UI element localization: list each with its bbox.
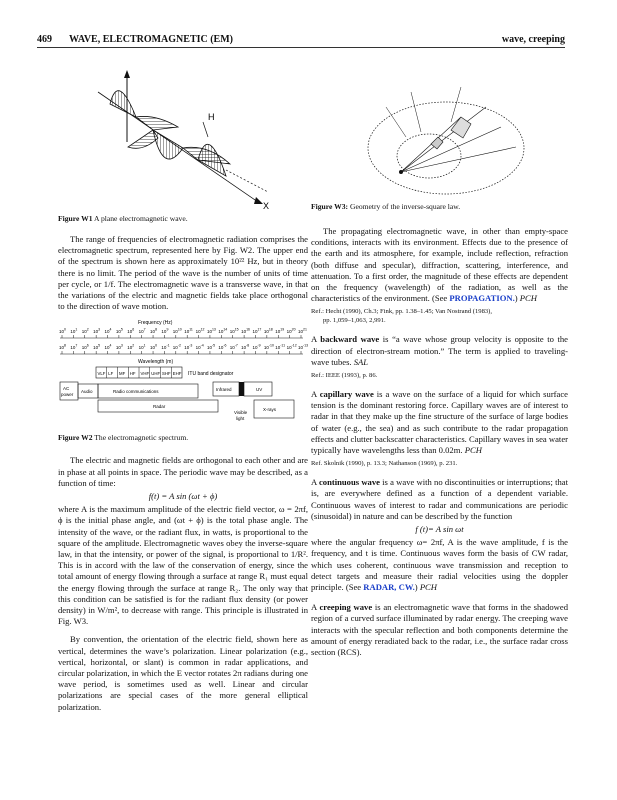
ac-power-label-2: power [61,392,74,398]
wavelength-tick-label: $10^7$ [70,343,78,351]
band-label: MF [119,371,126,377]
entry-capillary-wave: A capillary wave is a wave on the surface of a liquid for which surface tension is the dominant restoring force. Capillary waves are of interest to radar in that they make up the fine structure of the surface of large bodies of water (e.g., the sea) and as such contribute to the radar propagation effects and clutter backscatter characteristics. Capillary waves in sea water typically have wavelengths less than 0.02m. PCH [311,389,568,456]
visible-label-1: Visible [234,410,248,416]
caption-label: Figure W1 [58,214,93,223]
frequency-tick-label: $10^{10}$ [172,327,182,335]
paragraph: The electric and magnetic fields are orthogonal to each other and are in phase at all points in space. The periodic wave may be described, as a function of time: [58,455,308,488]
audio-label: Audio [81,389,93,395]
frequency-tick-label: $10^{12}$ [195,327,205,335]
frequency-tick-label: $10^0$ [59,327,66,335]
paragraph: By convention, the orientation of the electric field, shown here as vertical, determines the wave’s polarization. Linear polarization (e.g., vertical, horizontal, or slant) is common in radar applications, and circular polarization, in which the E vector rotates 2π radians during one wave period, is sometimes used as well. Linear and circular polarizations are special cases of the more general elliptical polarization. [58,634,308,712]
wavelength-tick-label: $10^{-5}$ [206,343,216,351]
wavelength-tick-label: $10^{-9}$ [252,343,261,351]
h-field-lobe [128,130,158,148]
term: creeping wave [319,602,373,613]
figure-w2-caption [58,433,308,443]
frequency-title: Frequency (Hz) [138,320,173,327]
entry-backward-wave: A backward wave is “a wave whose group velocity is opposite to the direction of electron-stream motion.” The term is applied to traveling-wave tubes. SAL [311,334,568,367]
frequency-tick-label: $10^6$ [127,327,135,335]
wavelength-tick-label: $10^3$ [115,343,123,351]
wavelength-tick-label: $10^{-12}$ [286,343,297,351]
caption-text: Geometry of the inverse-square law. [349,202,461,211]
radio-comm-label: Radio communications [113,389,159,395]
itu-label: ITU band designator [188,371,234,378]
wavelength-tick-label: $10^{-13}$ [298,343,308,351]
term: continuous wave [318,477,380,488]
band-label: VLF [97,371,106,377]
frequency-tick-label: $10^2$ [81,327,89,335]
frequency-tick-label: $10^{13}$ [206,327,216,335]
figure-w3-illustration [311,52,568,200]
frequency-tick-label: $10^8$ [150,327,158,335]
propagation-link[interactable]: PROPAGATION. [449,293,515,304]
frequency-tick-label: $10^3$ [93,327,101,335]
xrays-label: X-rays [263,407,277,413]
visible-band [239,382,244,396]
equation: f(t) = A sin (ωt + ϕ) [148,491,218,502]
radar-label: Radar [153,404,166,410]
figure-w2 [58,318,308,433]
frequency-tick-label: $10^9$ [161,327,169,335]
figure-w3-caption [311,202,568,212]
band-label: HF [129,371,136,377]
wavelength-tick-label: $10^{-7}$ [229,343,238,351]
visible-label-2: light [236,416,245,422]
frequency-tick-label: $10^{14}$ [218,327,228,335]
reference: Ref.: Hecht (1990), Ch.3; Fink, pp. 1.38–1.45; Van Nostrand (1983), pp. 1,059–1,063, 2,991. [311,308,493,325]
entry-creeping-wave: A creeping wave is an electromagnetic wave that forms in the shadowed region of a curved surface illuminated by radar energy. The creeping wave interacts with the specular reflection and both components determine the amount of energy reradiated back to the radar, i.e., the surface radar cross section (RCS). [311,602,569,658]
caption-text: A plane electromagnetic wave. [94,214,188,223]
band-label: VHF [140,371,150,377]
infrared-label: Infrared [216,387,232,393]
wavelength-tick-label: $10^4$ [104,343,112,351]
reference: Ref. Skolnik (1990), p. 13.3; Nathanson (1969), p. 231. [311,460,458,468]
running-title: WAVE, ELECTROMAGNETIC (EM) [69,34,233,45]
figure-w1-illustration [58,52,308,210]
paragraph: The propagating electromagnetic wave, in other than empty-space conditions, interacts with its environment. Effects due to the presence of the earth and its atmosphere, for example, include reflection, refraction (both diffuse and specular), diffraction, scattering, interference, and attenuation. To a first order, the magnitude of these effects are dependent on the frequency (wavelength) of the radiation, as well as the characteristics of the environment. (See PROPAGATION.) PCH [311,226,568,304]
frequency-tick-label: $10^{21}$ [298,327,307,335]
wavelength-tick-label: $10^{-8}$ [241,343,250,351]
band-label: EHF [172,371,182,377]
wavelength-tick-label: $10^{-3}$ [184,343,193,351]
frequency-tick-label: $10^{19}$ [275,327,285,335]
radar-cw-link[interactable]: RADAR, CW. [363,582,415,593]
wavelength-tick-label: $10^8$ [59,343,66,351]
wavelength-tick-label: $10^6$ [81,343,89,351]
author-initials: PCH [519,293,537,304]
header-rule [37,47,565,48]
frequency-tick-label: $10^{18}$ [263,327,273,335]
left-column [58,52,308,713]
equation: f (t)= A sin ωt [415,524,464,535]
reference: Ref.: IEEE (1993), p. 86. [311,372,378,380]
term: backward wave [320,334,380,345]
band-label: UHF [151,371,161,377]
caption-label: Figure W3: [311,202,349,211]
label-h: H [208,112,215,122]
paragraph: where A is the maximum amplitude of the electric field vector, ω = 2πf, ϕ is the initial phase angle, and (ωt + ϕ) is the total phase angle. The intensity of the wave, or the radiant flux, in watts, is proportional to the square of the amplitude. Electromagnetic waves obey the inverse-square law, in that the intensity, or power of the signal, is proportional to 1/R². This is in accord with the law of the conservation of energy, since the total amount of energy flowing through a surface at range R₁ must equal the energy flowing through the surface at range R₂. The only way that this condition can be satisfied is for the radiant flux density (or power density) in W/m², to decrease with range. This principle is illustrated in Fig. W3. [58,504,308,627]
frequency-tick-label: $10^{20}$ [286,327,296,335]
entry-continuous-wave: A continuous wave is a wave with no discontinuities or interruptions; that is, are everywhere defined as a function of a dependent variable. Continuous waves of interest to radar and communications are periodic (sinusoidal) in nature and can be described by the function [311,477,569,521]
wavelength-tick-label: $10^{-11}$ [275,343,286,351]
label-x: X [263,201,270,210]
ac-power-box [60,382,78,400]
wavelength-tick-label: $10^2$ [127,343,135,351]
right-column [311,52,568,658]
figure-w3 [311,52,568,200]
frequency-tick-label: $10^{17}$ [252,327,262,335]
wavelength-tick-label: $10^{-6}$ [218,343,227,351]
frequency-tick-label: $10^7$ [138,327,146,335]
wavelength-tick-label: $10^0$ [150,343,158,351]
term: capillary wave [319,389,374,400]
wavelength-tick-label: $10^{-4}$ [195,343,204,351]
wavelength-tick-label: $10^{-10}$ [263,343,274,351]
frequency-tick-label: $10^1$ [70,327,78,335]
figure-w1 [58,52,308,212]
wavelength-title: Wavelength (m) [138,359,174,366]
itu-bands [96,367,234,378]
page-number: 469 [37,34,52,45]
uv-label: UV [256,387,263,393]
running-right-title: wave, creeping [501,34,565,45]
frequency-tick-label: $10^{16}$ [241,327,251,335]
e-field-lobe [153,130,183,159]
figure-w1-caption [58,214,308,224]
band-label: LF [108,371,114,377]
band-label: SHF [162,371,171,377]
spectrum-diagram [58,318,308,433]
frequency-tick-label: $10^{11}$ [184,327,193,335]
wavelength-tick-label: $10^{-2}$ [172,343,181,351]
wavelength-tick-label: $10^1$ [138,343,146,351]
h-field-lobe [136,116,178,130]
ac-power-label-1: AC [63,386,70,392]
paragraph: where the angular frequency ω= 2πf, A is the wave amplitude, f is the frequency, and t is time. Continuous waves form the basis of CW radar, which uses coherent, continuous wave transmission and reception to detect targets and measure their radial velocities using the doppler principle. (See RADAR, CW.) PCH [311,537,568,593]
page-header [37,34,565,48]
frequency-tick-label: $10^4$ [104,327,112,335]
frequency-tick-label: $10^{15}$ [229,327,239,335]
paragraph: The range of frequencies of electromagnetic radiation comprises the electromagnetic spectrum, represented here by Fig. W2. The upper end of the spectrum is shown here as approximately 10²² Hz, but in theory there is no limit. The period of the wave is the number of units of time per cycle, or 1/f. The electromagnetic wave is a transverse wave, in that the variations of the electric and magnetic fields take place orthogonal to the direction of wave motion. [58,234,308,312]
e-field-lobe [110,91,136,117]
wavelength-tick-label: $10^{-1}$ [161,343,170,351]
frequency-tick-label: $10^5$ [115,327,123,335]
caption-label: Figure W2 [58,433,93,443]
caption-text: The electromagnetic spectrum. [94,433,189,443]
wavelength-tick-label: $10^5$ [93,343,101,351]
